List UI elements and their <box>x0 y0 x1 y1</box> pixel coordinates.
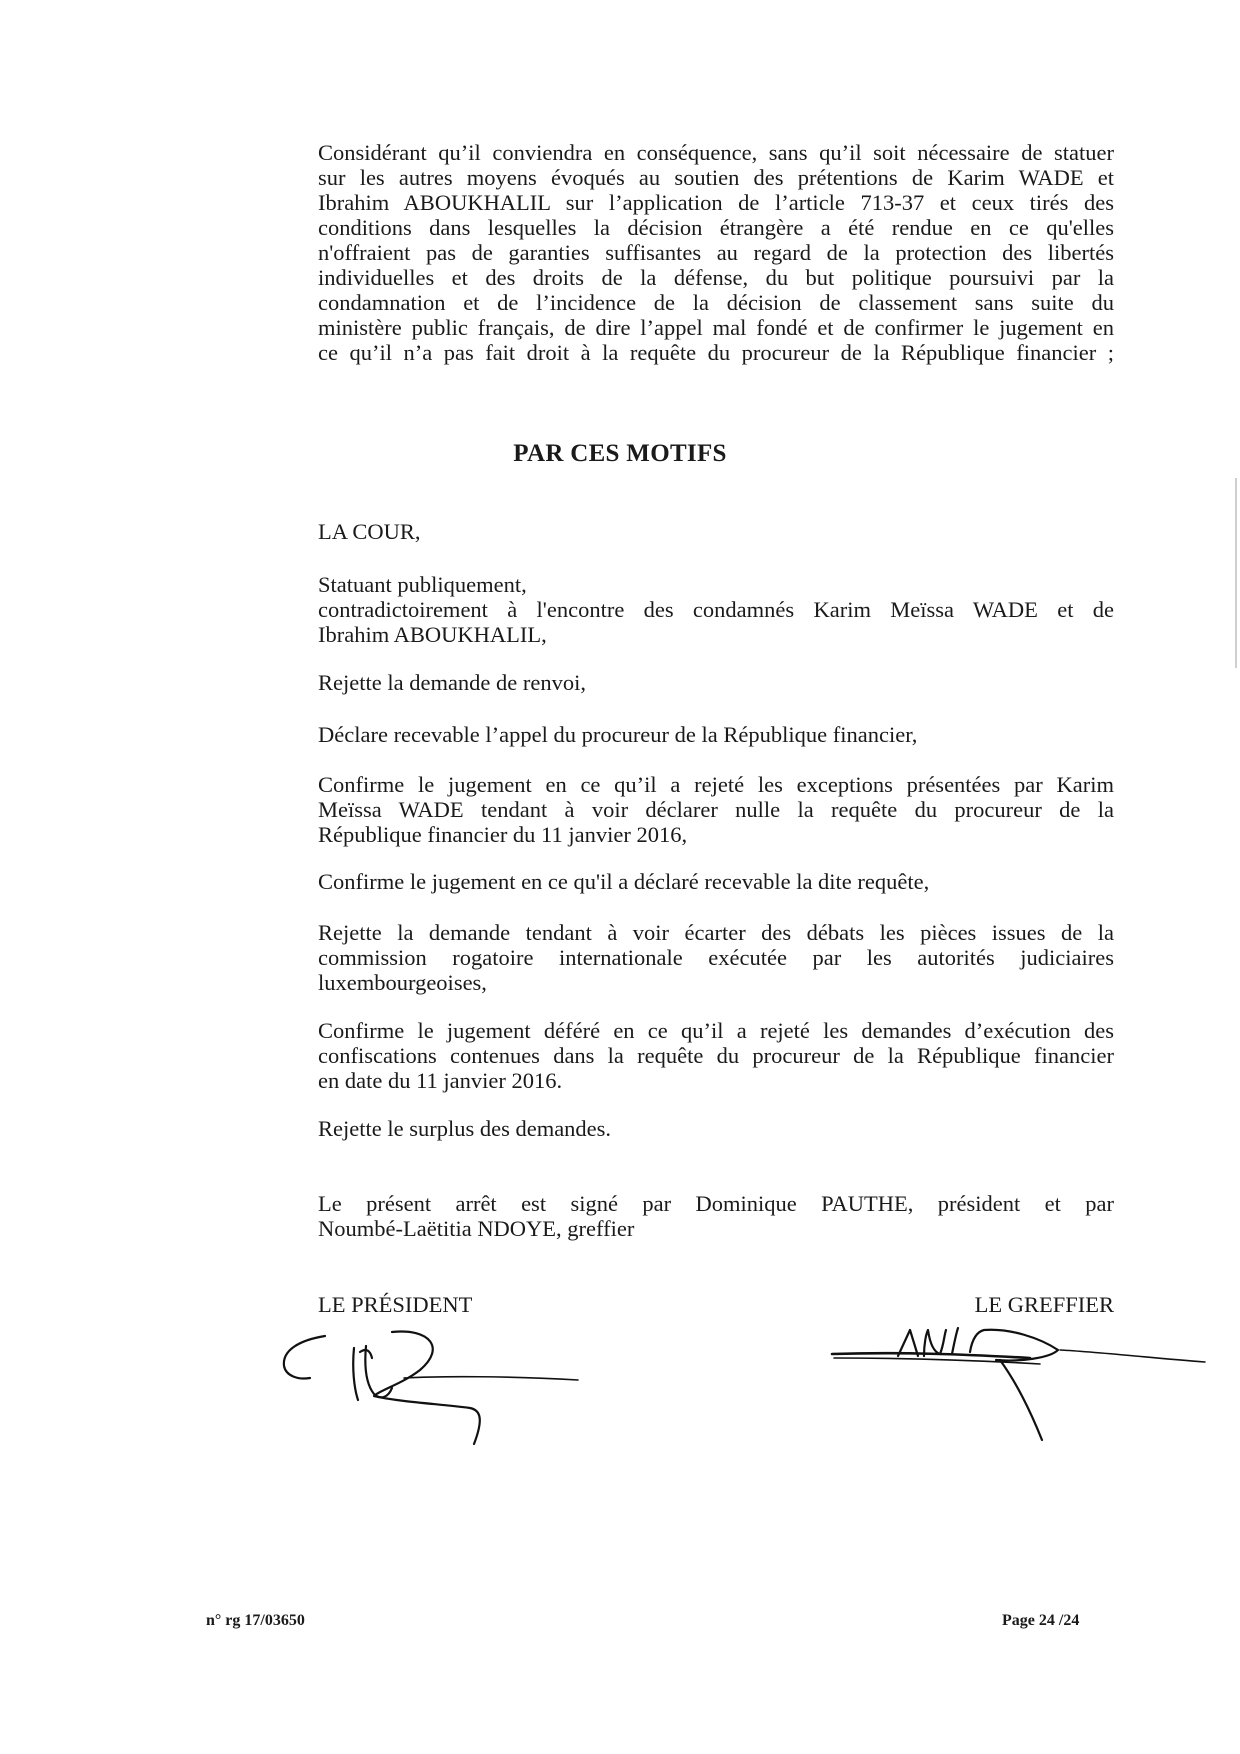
confirme-exceptions-line-3: République financier du 11 janvier 2016, <box>318 822 688 847</box>
considerant-line-2: sur les autres moyens évoqués au soutien des prétentions de Karim WADE et <box>318 165 1114 190</box>
statuant-line: Statuant publiquement, <box>318 572 527 597</box>
scan-edge-mark <box>1235 478 1237 668</box>
confirme-confiscations-line-3: en date du 11 janvier 2016. <box>318 1068 563 1093</box>
considerant-line-3: Ibrahim ABOUKHALIL sur l’application de l’article 713-37 et ceux tirés des <box>318 190 1114 215</box>
considerant-line-5: n'offraient pas de garanties suffisantes au regard de la protection des libertés <box>318 240 1114 265</box>
confirme-exceptions-line-1: Confirme le jugement en ce qu’il a rejeté les exceptions présentées par Karim <box>318 772 1114 797</box>
confirme-confiscations-paragraph <box>318 1018 1114 1093</box>
considerant-line-4: conditions dans lesquelles la décision étrangère a été rendue en ce qu'elles <box>318 215 1114 240</box>
rejette-pieces-line-3: luxembourgeoises, <box>318 970 487 995</box>
rejette-pieces-line-2: commission rogatoire internationale exécutée par les autorités judiciaires <box>318 945 1114 970</box>
considerant-line-1: Considérant qu’il conviendra en conséquence, sans qu’il soit nécessaire de statuer <box>318 140 1114 165</box>
footer-page-number: Page 24 /24 <box>1002 1612 1080 1629</box>
considerant-line-6: individuelles et des droits de la défense, du but politique poursuivi par la <box>318 265 1114 290</box>
president-label: LE PRÉSIDENT <box>318 1292 473 1317</box>
confirme-confiscations-line-2: confiscations contenues dans la requête du procureur de la République financier <box>318 1043 1114 1068</box>
footer-case-number: n° rg 17/03650 <box>206 1612 305 1629</box>
contradictoirement-line-2: Ibrahim ABOUKHALIL, <box>318 622 547 647</box>
considerant-paragraph <box>318 140 1114 365</box>
la-cour <box>318 519 1114 544</box>
rejette-renvoi-paragraph <box>318 670 1114 695</box>
rejette-renvoi-line: Rejette la demande de renvoi, <box>318 670 587 695</box>
greffier-signature <box>820 1318 1210 1448</box>
considerant-line-7: condamnation et de l’incidence de la décision de classement sans suite du <box>318 290 1114 315</box>
declare-recevable-line: Déclare recevable l’appel du procureur de la République financier, <box>318 722 918 747</box>
signe-paragraph <box>318 1191 1114 1241</box>
contradictoirement-line-1: contradictoirement à l'encontre des condamnés Karim Meïssa WADE et de <box>318 597 1114 622</box>
la-cour-text: LA COUR, <box>318 519 421 544</box>
rejette-pieces-line-1: Rejette la demande tendant à voir écarter des débats les pièces issues de la <box>318 920 1114 945</box>
statuant-paragraph <box>318 572 1114 647</box>
rejette-surplus-paragraph <box>318 1116 1114 1141</box>
signe-line-1: Le présent arrêt est signé par Dominique PAUTHE, président et par <box>318 1191 1114 1216</box>
confirme-recevable-line: Confirme le jugement en ce qu'il a déclaré recevable la dite requête, <box>318 869 930 894</box>
rejette-pieces-paragraph <box>318 920 1114 995</box>
confirme-confiscations-line-1: Confirme le jugement déféré en ce qu’il a rejeté les demandes d’exécution des <box>318 1018 1114 1043</box>
greffier-label: LE GREFFIER <box>974 1292 1114 1317</box>
confirme-exceptions-line-2: Meïssa WADE tendant à voir déclarer nulle la requête du procureur de la <box>318 797 1114 822</box>
considerant-line-9: ce qu’il n’a pas fait droit à la requête du procureur de la République financier ; <box>318 340 1114 365</box>
declare-recevable-paragraph <box>318 722 1114 747</box>
rejette-surplus-line: Rejette le surplus des demandes. <box>318 1116 612 1141</box>
signe-line-2: Noumbé-Laëtitia NDOYE, greffier <box>318 1216 635 1241</box>
confirme-recevable-paragraph <box>318 869 1114 894</box>
confirme-exceptions-paragraph <box>318 772 1114 847</box>
section-heading: PAR CES MOTIFS <box>513 440 727 467</box>
considerant-line-8: ministère public français, de dire l’appel mal fondé et de confirmer le jugement en <box>318 315 1114 340</box>
president-signature <box>270 1318 590 1448</box>
